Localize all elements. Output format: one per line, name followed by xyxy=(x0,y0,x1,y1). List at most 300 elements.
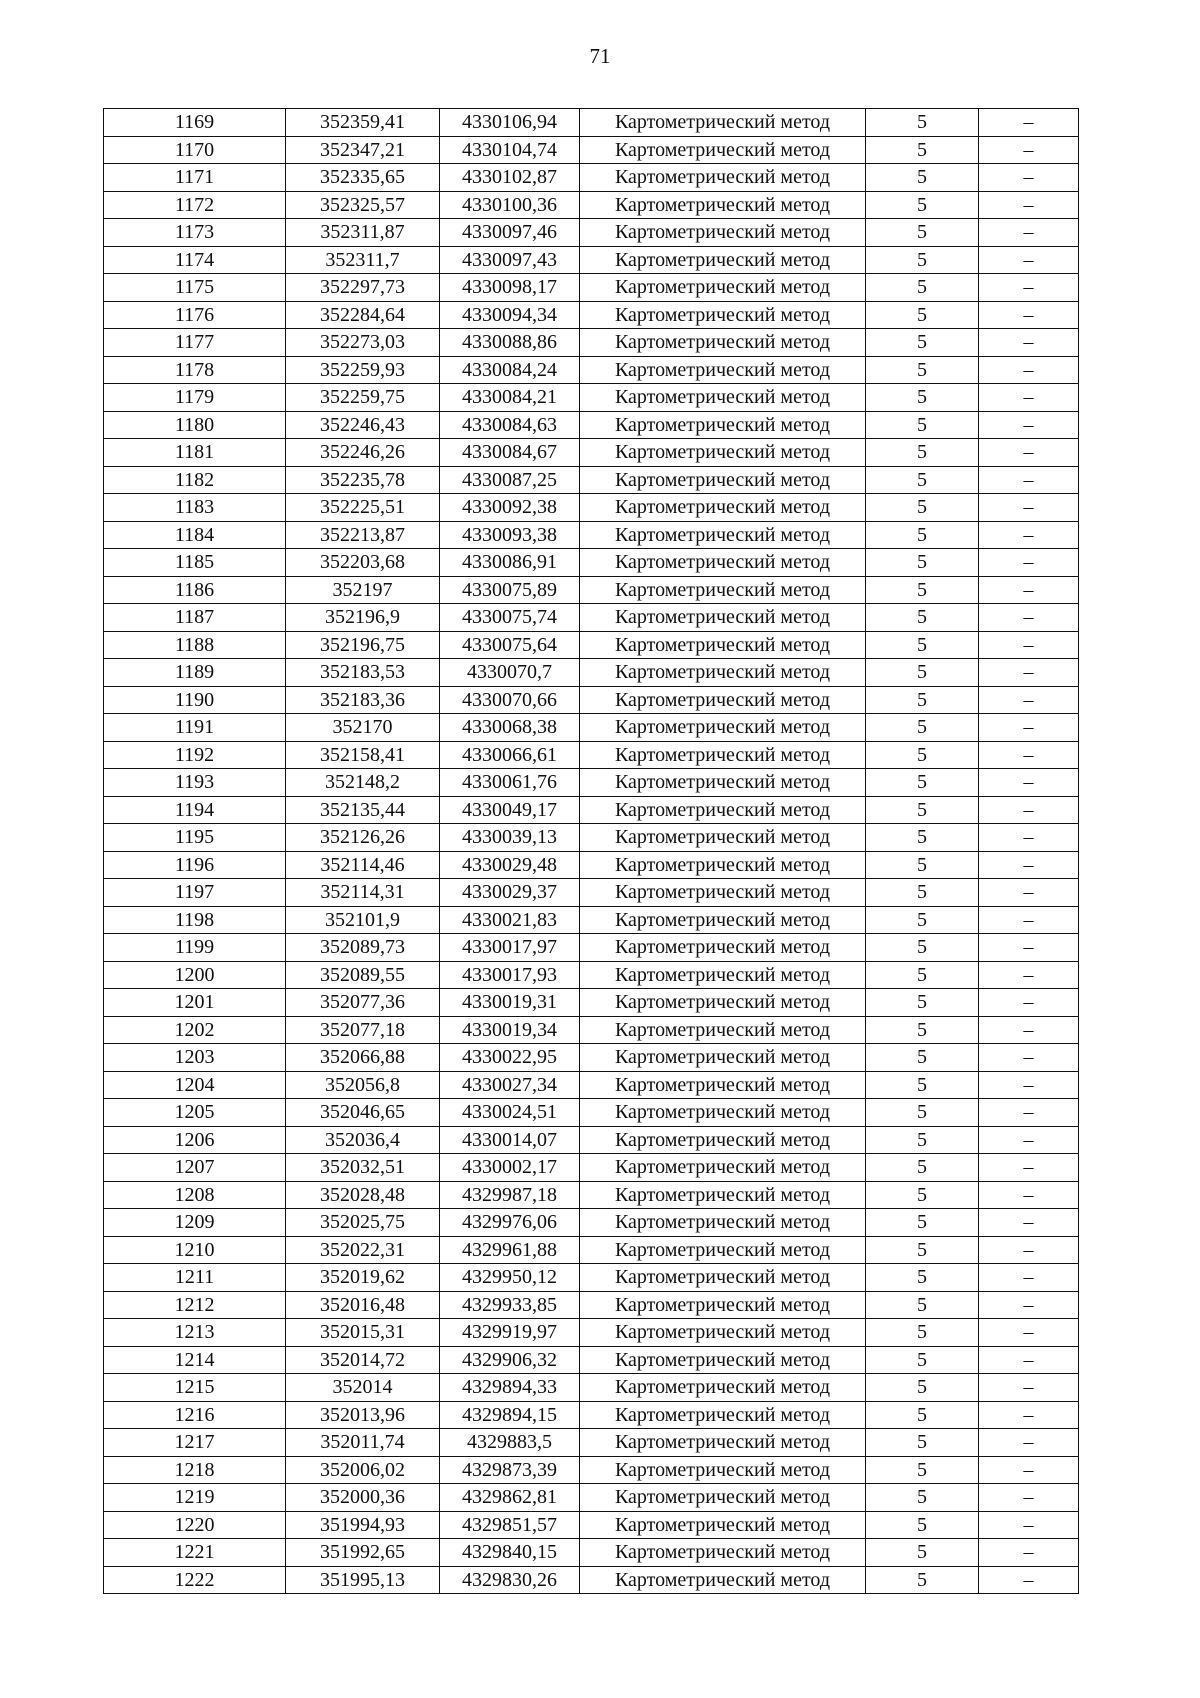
accuracy-cell: 5 xyxy=(866,274,979,302)
accuracy-cell: 5 xyxy=(866,1291,979,1319)
table-row xyxy=(104,1484,1079,1512)
method-cell: Картометрический метод xyxy=(580,851,866,879)
note-cell: – xyxy=(979,934,1079,962)
y-coordinate-cell: 4329906,32 xyxy=(440,1346,580,1374)
method-cell: Картометрический метод xyxy=(580,1291,866,1319)
accuracy-cell: 5 xyxy=(866,164,979,192)
x-coordinate-cell: 352359,41 xyxy=(286,109,440,137)
point-number-cell: 1181 xyxy=(104,439,286,467)
table-row xyxy=(104,906,1079,934)
note-cell: – xyxy=(979,631,1079,659)
accuracy-cell: 5 xyxy=(866,686,979,714)
coordinates-table-body xyxy=(104,109,1079,1594)
method-cell: Картометрический метод xyxy=(580,824,866,852)
x-coordinate-cell: 352297,73 xyxy=(286,274,440,302)
note-cell: – xyxy=(979,1539,1079,1567)
note-cell: – xyxy=(979,439,1079,467)
note-cell: – xyxy=(979,576,1079,604)
method-cell: Картометрический метод xyxy=(580,1126,866,1154)
y-coordinate-cell: 4330017,97 xyxy=(440,934,580,962)
table-row xyxy=(104,1291,1079,1319)
point-number-cell: 1218 xyxy=(104,1456,286,1484)
accuracy-cell: 5 xyxy=(866,989,979,1017)
table-row xyxy=(104,301,1079,329)
y-coordinate-cell: 4330075,74 xyxy=(440,604,580,632)
accuracy-cell: 5 xyxy=(866,136,979,164)
y-coordinate-cell: 4330019,31 xyxy=(440,989,580,1017)
table-row xyxy=(104,466,1079,494)
note-cell: – xyxy=(979,246,1079,274)
table-row xyxy=(104,1346,1079,1374)
method-cell: Картометрический метод xyxy=(580,934,866,962)
point-number-cell: 1184 xyxy=(104,521,286,549)
accuracy-cell: 5 xyxy=(866,906,979,934)
method-cell: Картометрический метод xyxy=(580,604,866,632)
x-coordinate-cell: 352158,41 xyxy=(286,741,440,769)
accuracy-cell: 5 xyxy=(866,741,979,769)
y-coordinate-cell: 4330087,25 xyxy=(440,466,580,494)
method-cell: Картометрический метод xyxy=(580,439,866,467)
note-cell: – xyxy=(979,411,1079,439)
note-cell: – xyxy=(979,879,1079,907)
point-number-cell: 1177 xyxy=(104,329,286,357)
point-number-cell: 1202 xyxy=(104,1016,286,1044)
table-row xyxy=(104,1511,1079,1539)
y-coordinate-cell: 4329976,06 xyxy=(440,1209,580,1237)
note-cell: – xyxy=(979,1236,1079,1264)
point-number-cell: 1191 xyxy=(104,714,286,742)
x-coordinate-cell: 352196,9 xyxy=(286,604,440,632)
note-cell: – xyxy=(979,191,1079,219)
table-row xyxy=(104,384,1079,412)
note-cell: – xyxy=(979,741,1079,769)
y-coordinate-cell: 4329894,15 xyxy=(440,1401,580,1429)
table-row xyxy=(104,246,1079,274)
y-coordinate-cell: 4329883,5 xyxy=(440,1429,580,1457)
method-cell: Картометрический метод xyxy=(580,714,866,742)
table-row xyxy=(104,714,1079,742)
method-cell: Картометрический метод xyxy=(580,906,866,934)
method-cell: Картометрический метод xyxy=(580,1209,866,1237)
y-coordinate-cell: 4330002,17 xyxy=(440,1154,580,1182)
x-coordinate-cell: 352006,02 xyxy=(286,1456,440,1484)
note-cell: – xyxy=(979,1456,1079,1484)
y-coordinate-cell: 4330017,93 xyxy=(440,961,580,989)
x-coordinate-cell: 352016,48 xyxy=(286,1291,440,1319)
point-number-cell: 1187 xyxy=(104,604,286,632)
table-row xyxy=(104,1429,1079,1457)
x-coordinate-cell: 352197 xyxy=(286,576,440,604)
y-coordinate-cell: 4330104,74 xyxy=(440,136,580,164)
table-row xyxy=(104,1539,1079,1567)
point-number-cell: 1219 xyxy=(104,1484,286,1512)
note-cell: – xyxy=(979,989,1079,1017)
table-row xyxy=(104,1099,1079,1127)
x-coordinate-cell: 352225,51 xyxy=(286,494,440,522)
note-cell: – xyxy=(979,549,1079,577)
point-number-cell: 1193 xyxy=(104,769,286,797)
x-coordinate-cell: 352013,96 xyxy=(286,1401,440,1429)
note-cell: – xyxy=(979,1181,1079,1209)
method-cell: Картометрический метод xyxy=(580,796,866,824)
accuracy-cell: 5 xyxy=(866,466,979,494)
accuracy-cell: 5 xyxy=(866,521,979,549)
accuracy-cell: 5 xyxy=(866,1236,979,1264)
x-coordinate-cell: 352028,48 xyxy=(286,1181,440,1209)
accuracy-cell: 5 xyxy=(866,796,979,824)
method-cell: Картометрический метод xyxy=(580,109,866,137)
accuracy-cell: 5 xyxy=(866,1429,979,1457)
x-coordinate-cell: 352015,31 xyxy=(286,1319,440,1347)
point-number-cell: 1212 xyxy=(104,1291,286,1319)
table-row xyxy=(104,1264,1079,1292)
table-row xyxy=(104,1319,1079,1347)
y-coordinate-cell: 4330086,91 xyxy=(440,549,580,577)
method-cell: Картометрический метод xyxy=(580,1566,866,1594)
table-row xyxy=(104,274,1079,302)
accuracy-cell: 5 xyxy=(866,246,979,274)
accuracy-cell: 5 xyxy=(866,576,979,604)
point-number-cell: 1201 xyxy=(104,989,286,1017)
x-coordinate-cell: 352000,36 xyxy=(286,1484,440,1512)
table-row xyxy=(104,1456,1079,1484)
accuracy-cell: 5 xyxy=(866,191,979,219)
table-row xyxy=(104,1154,1079,1182)
y-coordinate-cell: 4330070,66 xyxy=(440,686,580,714)
method-cell: Картометрический метод xyxy=(580,1456,866,1484)
table-row xyxy=(104,1401,1079,1429)
x-coordinate-cell: 352235,78 xyxy=(286,466,440,494)
note-cell: – xyxy=(979,769,1079,797)
point-number-cell: 1200 xyxy=(104,961,286,989)
x-coordinate-cell: 352056,8 xyxy=(286,1071,440,1099)
x-coordinate-cell: 352077,36 xyxy=(286,989,440,1017)
x-coordinate-cell: 352325,57 xyxy=(286,191,440,219)
x-coordinate-cell: 352046,65 xyxy=(286,1099,440,1127)
table-row xyxy=(104,1374,1079,1402)
x-coordinate-cell: 352014,72 xyxy=(286,1346,440,1374)
x-coordinate-cell: 352011,74 xyxy=(286,1429,440,1457)
method-cell: Картометрический метод xyxy=(580,879,866,907)
method-cell: Картометрический метод xyxy=(580,356,866,384)
note-cell: – xyxy=(979,384,1079,412)
note-cell: – xyxy=(979,824,1079,852)
table-row xyxy=(104,109,1079,137)
point-number-cell: 1183 xyxy=(104,494,286,522)
accuracy-cell: 5 xyxy=(866,824,979,852)
y-coordinate-cell: 4330061,76 xyxy=(440,769,580,797)
accuracy-cell: 5 xyxy=(866,1346,979,1374)
method-cell: Картометрический метод xyxy=(580,246,866,274)
y-coordinate-cell: 4330084,63 xyxy=(440,411,580,439)
accuracy-cell: 5 xyxy=(866,109,979,137)
note-cell: – xyxy=(979,301,1079,329)
point-number-cell: 1173 xyxy=(104,219,286,247)
note-cell: – xyxy=(979,1126,1079,1154)
method-cell: Картометрический метод xyxy=(580,1374,866,1402)
method-cell: Картометрический метод xyxy=(580,274,866,302)
y-coordinate-cell: 4329830,26 xyxy=(440,1566,580,1594)
x-coordinate-cell: 352036,4 xyxy=(286,1126,440,1154)
coordinates-table xyxy=(103,108,1079,1594)
y-coordinate-cell: 4330029,48 xyxy=(440,851,580,879)
point-number-cell: 1186 xyxy=(104,576,286,604)
note-cell: – xyxy=(979,1209,1079,1237)
method-cell: Картометрический метод xyxy=(580,191,866,219)
note-cell: – xyxy=(979,136,1079,164)
y-coordinate-cell: 4329987,18 xyxy=(440,1181,580,1209)
table-row xyxy=(104,1236,1079,1264)
y-coordinate-cell: 4330088,86 xyxy=(440,329,580,357)
accuracy-cell: 5 xyxy=(866,301,979,329)
table-row xyxy=(104,1181,1079,1209)
point-number-cell: 1199 xyxy=(104,934,286,962)
method-cell: Картометрический метод xyxy=(580,961,866,989)
point-number-cell: 1209 xyxy=(104,1209,286,1237)
accuracy-cell: 5 xyxy=(866,934,979,962)
note-cell: – xyxy=(979,659,1079,687)
method-cell: Картометрический метод xyxy=(580,466,866,494)
y-coordinate-cell: 4330097,46 xyxy=(440,219,580,247)
method-cell: Картометрический метод xyxy=(580,1319,866,1347)
y-coordinate-cell: 4330029,37 xyxy=(440,879,580,907)
note-cell: – xyxy=(979,274,1079,302)
method-cell: Картометрический метод xyxy=(580,521,866,549)
point-number-cell: 1213 xyxy=(104,1319,286,1347)
accuracy-cell: 5 xyxy=(866,1016,979,1044)
note-cell: – xyxy=(979,1346,1079,1374)
x-coordinate-cell: 352183,53 xyxy=(286,659,440,687)
table-row xyxy=(104,1044,1079,1072)
x-coordinate-cell: 351994,93 xyxy=(286,1511,440,1539)
table-row xyxy=(104,796,1079,824)
table-row xyxy=(104,1016,1079,1044)
accuracy-cell: 5 xyxy=(866,219,979,247)
method-cell: Картометрический метод xyxy=(580,494,866,522)
point-number-cell: 1211 xyxy=(104,1264,286,1292)
note-cell: – xyxy=(979,1484,1079,1512)
point-number-cell: 1198 xyxy=(104,906,286,934)
note-cell: – xyxy=(979,466,1079,494)
point-number-cell: 1207 xyxy=(104,1154,286,1182)
point-number-cell: 1171 xyxy=(104,164,286,192)
accuracy-cell: 5 xyxy=(866,1401,979,1429)
x-coordinate-cell: 352089,73 xyxy=(286,934,440,962)
table-row xyxy=(104,989,1079,1017)
point-number-cell: 1174 xyxy=(104,246,286,274)
method-cell: Картометрический метод xyxy=(580,1539,866,1567)
accuracy-cell: 5 xyxy=(866,1264,979,1292)
note-cell: – xyxy=(979,851,1079,879)
note-cell: – xyxy=(979,604,1079,632)
table-row xyxy=(104,521,1079,549)
accuracy-cell: 5 xyxy=(866,961,979,989)
method-cell: Картометрический метод xyxy=(580,301,866,329)
y-coordinate-cell: 4329851,57 xyxy=(440,1511,580,1539)
point-number-cell: 1185 xyxy=(104,549,286,577)
y-coordinate-cell: 4329840,15 xyxy=(440,1539,580,1567)
x-coordinate-cell: 352213,87 xyxy=(286,521,440,549)
table-row xyxy=(104,549,1079,577)
accuracy-cell: 5 xyxy=(866,659,979,687)
x-coordinate-cell: 352259,75 xyxy=(286,384,440,412)
y-coordinate-cell: 4330102,87 xyxy=(440,164,580,192)
point-number-cell: 1196 xyxy=(104,851,286,879)
y-coordinate-cell: 4329950,12 xyxy=(440,1264,580,1292)
note-cell: – xyxy=(979,521,1079,549)
method-cell: Картометрический метод xyxy=(580,1071,866,1099)
table-row xyxy=(104,136,1079,164)
note-cell: – xyxy=(979,1154,1079,1182)
table-row xyxy=(104,824,1079,852)
method-cell: Картометрический метод xyxy=(580,1346,866,1374)
accuracy-cell: 5 xyxy=(866,494,979,522)
method-cell: Картометрический метод xyxy=(580,1264,866,1292)
table-row xyxy=(104,494,1079,522)
note-cell: – xyxy=(979,1429,1079,1457)
accuracy-cell: 5 xyxy=(866,329,979,357)
point-number-cell: 1205 xyxy=(104,1099,286,1127)
x-coordinate-cell: 352246,43 xyxy=(286,411,440,439)
y-coordinate-cell: 4330097,43 xyxy=(440,246,580,274)
point-number-cell: 1188 xyxy=(104,631,286,659)
x-coordinate-cell: 352077,18 xyxy=(286,1016,440,1044)
method-cell: Картометрический метод xyxy=(580,1236,866,1264)
x-coordinate-cell: 352246,26 xyxy=(286,439,440,467)
method-cell: Картометрический метод xyxy=(580,384,866,412)
note-cell: – xyxy=(979,961,1079,989)
y-coordinate-cell: 4330022,95 xyxy=(440,1044,580,1072)
method-cell: Картометрический метод xyxy=(580,769,866,797)
note-cell: – xyxy=(979,906,1079,934)
x-coordinate-cell: 352311,87 xyxy=(286,219,440,247)
table-row xyxy=(104,659,1079,687)
accuracy-cell: 5 xyxy=(866,604,979,632)
method-cell: Картометрический метод xyxy=(580,989,866,1017)
y-coordinate-cell: 4329919,97 xyxy=(440,1319,580,1347)
table-row xyxy=(104,219,1079,247)
page-number: 71 xyxy=(589,44,611,68)
y-coordinate-cell: 4330068,38 xyxy=(440,714,580,742)
accuracy-cell: 5 xyxy=(866,1511,979,1539)
accuracy-cell: 5 xyxy=(866,384,979,412)
x-coordinate-cell: 352114,46 xyxy=(286,851,440,879)
table-row xyxy=(104,631,1079,659)
note-cell: – xyxy=(979,1099,1079,1127)
method-cell: Картометрический метод xyxy=(580,1484,866,1512)
note-cell: – xyxy=(979,1566,1079,1594)
point-number-cell: 1222 xyxy=(104,1566,286,1594)
x-coordinate-cell: 352126,26 xyxy=(286,824,440,852)
point-number-cell: 1197 xyxy=(104,879,286,907)
point-number-cell: 1189 xyxy=(104,659,286,687)
note-cell: – xyxy=(979,1401,1079,1429)
method-cell: Картометрический метод xyxy=(580,329,866,357)
method-cell: Картометрический метод xyxy=(580,136,866,164)
point-number-cell: 1179 xyxy=(104,384,286,412)
accuracy-cell: 5 xyxy=(866,1044,979,1072)
note-cell: – xyxy=(979,1319,1079,1347)
point-number-cell: 1182 xyxy=(104,466,286,494)
point-number-cell: 1192 xyxy=(104,741,286,769)
accuracy-cell: 5 xyxy=(866,1071,979,1099)
accuracy-cell: 5 xyxy=(866,631,979,659)
y-coordinate-cell: 4330075,89 xyxy=(440,576,580,604)
table-row xyxy=(104,961,1079,989)
note-cell: – xyxy=(979,1374,1079,1402)
y-coordinate-cell: 4330014,07 xyxy=(440,1126,580,1154)
accuracy-cell: 5 xyxy=(866,1209,979,1237)
y-coordinate-cell: 4329862,81 xyxy=(440,1484,580,1512)
y-coordinate-cell: 4330027,34 xyxy=(440,1071,580,1099)
x-coordinate-cell: 352335,65 xyxy=(286,164,440,192)
method-cell: Картометрический метод xyxy=(580,1511,866,1539)
y-coordinate-cell: 4329873,39 xyxy=(440,1456,580,1484)
method-cell: Картометрический метод xyxy=(580,1429,866,1457)
method-cell: Картометрический метод xyxy=(580,1016,866,1044)
table-row xyxy=(104,1209,1079,1237)
note-cell: – xyxy=(979,109,1079,137)
y-coordinate-cell: 4330098,17 xyxy=(440,274,580,302)
table-row xyxy=(104,741,1079,769)
note-cell: – xyxy=(979,164,1079,192)
x-coordinate-cell: 352273,03 xyxy=(286,329,440,357)
x-coordinate-cell: 352311,7 xyxy=(286,246,440,274)
y-coordinate-cell: 4329961,88 xyxy=(440,1236,580,1264)
table-row xyxy=(104,769,1079,797)
table-row xyxy=(104,191,1079,219)
y-coordinate-cell: 4330019,34 xyxy=(440,1016,580,1044)
method-cell: Картометрический метод xyxy=(580,1154,866,1182)
accuracy-cell: 5 xyxy=(866,411,979,439)
accuracy-cell: 5 xyxy=(866,1319,979,1347)
accuracy-cell: 5 xyxy=(866,1181,979,1209)
table-row xyxy=(104,411,1079,439)
x-coordinate-cell: 352347,21 xyxy=(286,136,440,164)
y-coordinate-cell: 4330049,17 xyxy=(440,796,580,824)
point-number-cell: 1170 xyxy=(104,136,286,164)
table-row xyxy=(104,356,1079,384)
accuracy-cell: 5 xyxy=(866,1374,979,1402)
accuracy-cell: 5 xyxy=(866,356,979,384)
y-coordinate-cell: 4330106,94 xyxy=(440,109,580,137)
x-coordinate-cell: 352203,68 xyxy=(286,549,440,577)
note-cell: – xyxy=(979,1016,1079,1044)
point-number-cell: 1194 xyxy=(104,796,286,824)
accuracy-cell: 5 xyxy=(866,1456,979,1484)
point-number-cell: 1204 xyxy=(104,1071,286,1099)
method-cell: Картометрический метод xyxy=(580,219,866,247)
x-coordinate-cell: 352170 xyxy=(286,714,440,742)
point-number-cell: 1208 xyxy=(104,1181,286,1209)
method-cell: Картометрический метод xyxy=(580,549,866,577)
point-number-cell: 1221 xyxy=(104,1539,286,1567)
x-coordinate-cell: 352014 xyxy=(286,1374,440,1402)
method-cell: Картометрический метод xyxy=(580,631,866,659)
method-cell: Картометрический метод xyxy=(580,411,866,439)
method-cell: Картометрический метод xyxy=(580,1181,866,1209)
point-number-cell: 1214 xyxy=(104,1346,286,1374)
note-cell: – xyxy=(979,329,1079,357)
method-cell: Картометрический метод xyxy=(580,741,866,769)
accuracy-cell: 5 xyxy=(866,1484,979,1512)
note-cell: – xyxy=(979,356,1079,384)
note-cell: – xyxy=(979,1044,1079,1072)
note-cell: – xyxy=(979,494,1079,522)
accuracy-cell: 5 xyxy=(866,851,979,879)
table-row xyxy=(104,879,1079,907)
y-coordinate-cell: 4329933,85 xyxy=(440,1291,580,1319)
